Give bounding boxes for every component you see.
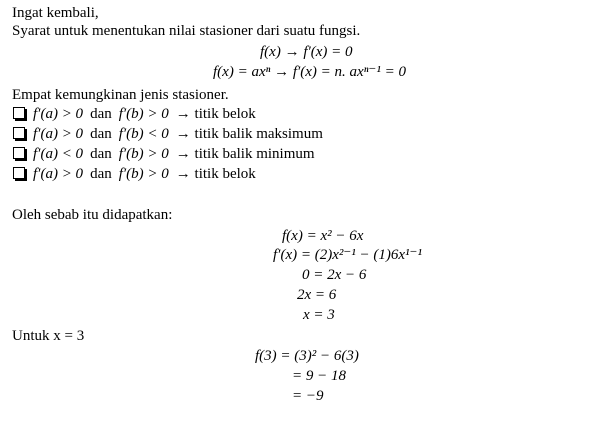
condition-right: f′(b) > 0 <box>118 166 169 182</box>
possibilities-heading: Empat kemungkinan jenis stasioner. <box>12 87 229 103</box>
checkbox-square-icon <box>13 147 25 159</box>
solution-line-simplified: 2x = 6 <box>297 287 337 303</box>
condition-right: f′(b) > 0 <box>118 106 169 122</box>
intro-line-2: Syarat untuk menentukan nilai stasioner dari suatu fungsi. <box>12 23 361 39</box>
result: → titik belok <box>175 166 256 182</box>
result: → titik balik maksimum <box>175 126 323 142</box>
condition-right: f′(b) < 0 <box>118 126 169 142</box>
evaluation-line-answer: = −9 <box>292 388 324 404</box>
solution-line-derivative: f′(x) = (2)x²⁻¹ − (1)6x¹⁻¹ <box>273 247 422 263</box>
checkbox-square-icon <box>13 107 25 119</box>
possibility-item <box>12 164 256 184</box>
solution-line-equation: 0 = 2x − 6 <box>302 267 367 283</box>
checkbox-square-icon <box>13 167 25 179</box>
joiner: dan <box>90 166 112 182</box>
evaluation-label: Untuk x = 3 <box>12 328 85 344</box>
joiner: dan <box>90 106 112 122</box>
possibility-item <box>12 124 323 144</box>
joiner: dan <box>90 146 112 162</box>
solution-intro: Oleh sebab itu didapatkan: <box>12 207 173 223</box>
result: → titik balik minimum <box>175 146 315 162</box>
possibility-item <box>12 104 256 124</box>
formula-power-derivative: f(x) = axⁿ → f′(x) = n. axⁿ⁻¹ = 0 <box>213 64 406 80</box>
formula-stationary-condition: f(x) → f′(x) = 0 <box>260 44 353 60</box>
possibility-item <box>12 144 315 164</box>
checkbox-square-icon <box>13 127 25 139</box>
evaluation-line-arithmetic: = 9 − 18 <box>292 368 346 384</box>
condition-left: f′(a) > 0 <box>33 166 84 182</box>
intro-line-1: Ingat kembali, <box>12 5 99 21</box>
solution-line-result: x = 3 <box>303 307 335 323</box>
evaluation-line-substitution: f(3) = (3)² − 6(3) <box>255 348 359 364</box>
result: → titik belok <box>175 106 256 122</box>
solution-line-function: f(x) = x² − 6x <box>282 228 364 244</box>
condition-left: f′(a) > 0 <box>33 126 84 142</box>
joiner: dan <box>90 126 112 142</box>
condition-right: f′(b) > 0 <box>118 146 169 162</box>
condition-left: f′(a) > 0 <box>33 106 84 122</box>
condition-left: f′(a) < 0 <box>33 146 84 162</box>
